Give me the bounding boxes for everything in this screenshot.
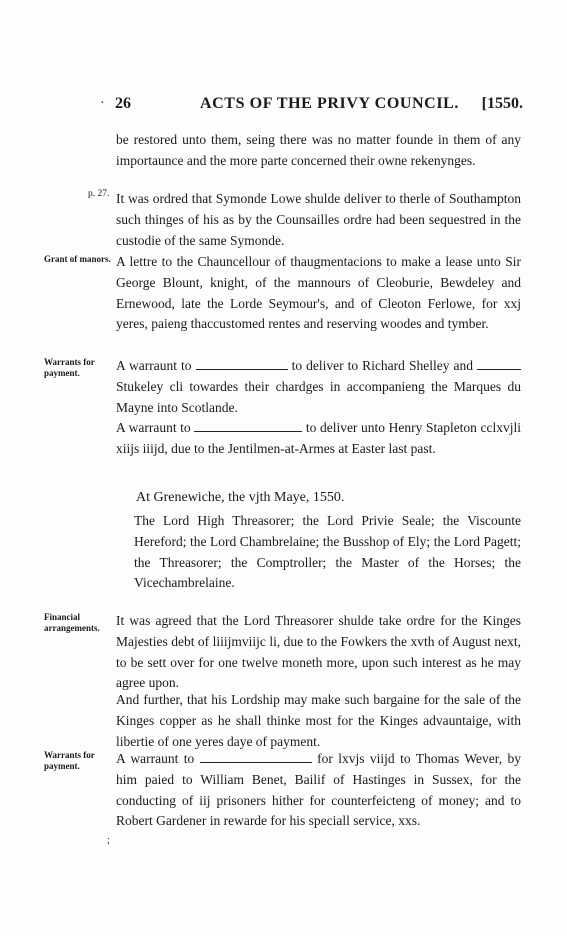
page-mark: ; bbox=[107, 835, 110, 846]
paragraph-text: A lettre to the Chauncellour of thaugmentacions to make a lease unto Sir George Blount, knight, of the mannours of Cleoburie, Bewdeley and Ernewood, late the Lorde Seymour's, and of Cleoton Ferlowe, for xxj yeres, paieng thaccustomed rentes and reserving woodes and tymber. bbox=[116, 254, 521, 332]
warrant-lead: A warraunt to bbox=[116, 420, 191, 435]
paragraph-text: And further, that his Lordship may make such bargaine for the sale of the Kinges copper as he shall thinke most for the Kinges advauntaige, with libertie of one yeres daye of payment. bbox=[116, 692, 521, 749]
attendance-list bbox=[134, 511, 521, 594]
blank-line bbox=[200, 754, 312, 763]
warrant-mid: to deliver to Richard Shelley and bbox=[291, 358, 473, 373]
paragraph-text: be restored unto them, seing there was no matter founde in them of any importaunce and the more parte concerned their owne rekenynges. bbox=[116, 132, 521, 168]
header-year: [1550. bbox=[481, 95, 523, 112]
paragraph-text bbox=[116, 749, 521, 832]
paragraph-kinges-debt bbox=[116, 611, 521, 694]
blank-line bbox=[194, 423, 302, 432]
paragraph-restored bbox=[116, 130, 521, 172]
paragraph-text: It was agreed that the Lord Threasorer shulde take ordre for the Kinges Majesties debt of liiijmviijc li, due to the Fowkers the xvth of August next, to be sett over for one twelve moneth more, upon such interest as he may agree upon. bbox=[116, 613, 521, 691]
margin-note-grant: Grant of manors. bbox=[44, 254, 111, 264]
page-title: ACTS OF THE PRIVY COUNCIL. bbox=[200, 95, 460, 112]
paragraph-copper-sale bbox=[116, 690, 521, 752]
blank-line bbox=[196, 361, 288, 370]
paragraph-warrant-shelley bbox=[116, 356, 521, 418]
paragraph-symonde-lowe bbox=[116, 189, 521, 251]
paragraph-text bbox=[116, 418, 521, 460]
meeting-heading: At Grenewiche, the vjth Maye, 1550. bbox=[136, 490, 345, 505]
margin-note-warrants-2: Warrants for payment. bbox=[44, 750, 95, 771]
paragraph-text bbox=[116, 356, 521, 418]
paragraph-text: The Lord High Threasorer; the Lord Privie Seale; the Viscounte Hereford; the Lord Chambrelaine; the Busshop of Ely; the Lord Pagett; the Threasorer; the Comptroller; the Master of the Horses; the Vicechambrelaine. bbox=[134, 513, 521, 591]
paragraph-warrant-wever bbox=[116, 749, 521, 832]
paragraph-warrant-stapleton bbox=[116, 418, 521, 460]
margin-note-financial: Financial arrangements. bbox=[44, 612, 100, 633]
running-header bbox=[115, 95, 523, 119]
paragraph-text: It was ordred that Symonde Lowe shulde deliver to therle of Southampton such thinges of his as by the Counsailles ordre had been sequestred in the custodie of the same Symonde. bbox=[116, 191, 521, 248]
paragraph-lease-letter bbox=[116, 252, 521, 335]
page-mark: · bbox=[100, 96, 105, 111]
margin-page-ref: p. 27. bbox=[88, 189, 110, 199]
warrant-rest: Stukeley cli towardes their chardges in accompanieng the Marques du Mayne into Scotlande. bbox=[116, 378, 521, 415]
warrant-lead: A warraunt to bbox=[116, 751, 195, 766]
warrant-rest: to deliver unto Henry Stapleton cclxvjli xiijs iiijd, due to the Jentilmen-at-Armes at Easter last past. bbox=[116, 420, 522, 456]
warrant-rest: for lxvjs viijd to Thomas Wever, by him paied to William Benet, Bailif of Hastinges in Sussex, for the conducting of iij prisoners hither for counterfeicteng of money; and to Robert Gardener in rewarde for his speciall service, xxs. bbox=[116, 751, 522, 829]
page-number: 26 bbox=[115, 95, 131, 112]
warrant-lead: A warraunt to bbox=[116, 358, 192, 373]
margin-note-warrants-1: Warrants for payment. bbox=[44, 357, 95, 378]
blank-line bbox=[477, 361, 521, 370]
